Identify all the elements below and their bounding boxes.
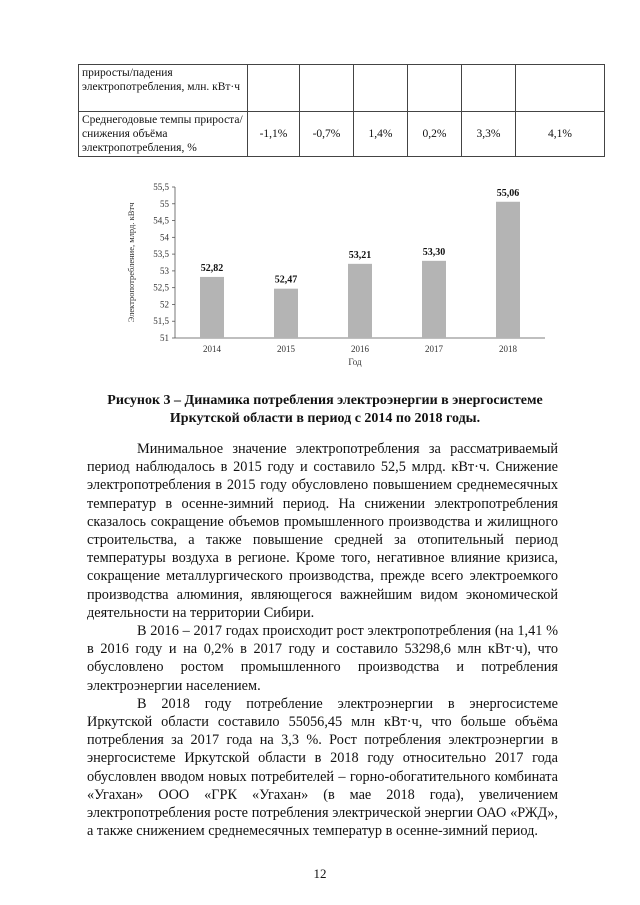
y-tick-label: 53,5 [153, 249, 169, 260]
bar [422, 261, 446, 338]
table-row [79, 65, 605, 112]
bar [274, 289, 298, 338]
table-cell [300, 65, 354, 112]
y-tick-label: 52 [160, 299, 169, 310]
table-cell [516, 65, 605, 112]
data-label: 53,21 [348, 249, 372, 261]
row-label: приросты/падения электропотребления, млн. кВт·ч [79, 65, 248, 112]
y-tick-label: 53 [160, 265, 169, 276]
body-text [87, 440, 558, 840]
bar [200, 277, 224, 338]
x-tick-label: 2014 [203, 344, 221, 354]
table-cell: -0,7% [300, 112, 354, 157]
row-label: Среднегодовые темпы прироста/снижения объёма электропотребления, % [79, 112, 248, 157]
y-axis-title: Электропотребление, млрд. кВтч [126, 202, 136, 323]
y-tick-label: 54,5 [153, 215, 169, 226]
y-tick-label: 55 [160, 198, 169, 209]
consumption-bar-chart [120, 175, 550, 375]
bar [348, 264, 372, 338]
table-cell [408, 65, 462, 112]
table-cell: 4,1% [516, 112, 605, 157]
table-cell [248, 65, 300, 112]
data-label: 53,30 [422, 246, 446, 258]
y-tick-label: 55,5 [153, 182, 169, 192]
table-cell: 3,3% [462, 112, 516, 157]
table-row [79, 112, 605, 157]
table-cell [354, 65, 408, 112]
x-tick-label: 2018 [499, 344, 517, 354]
paragraph: В 2018 году потребление электроэнергии в энергосистеме Иркутской области составило 55056,45 млн кВт·ч, что больше объёма потребления за 2017 года на 3,3 %. Рост потребления электроэнергии в энергосистеме Иркутской области в 2018 году относительно 2017 года обусловлен вводом новых потребителей – горно-обогатительного комбината «Угахан» ООО «ГРК «Угахан» (в мае 2018 года), увеличением электропотребления росте потребления электрической энергии ОАО «РЖД», а также снижением среднемесячных температур в осенне-зимний период. [87, 695, 558, 840]
table-cell [462, 65, 516, 112]
y-tick-label: 51 [160, 333, 169, 343]
page-number: 12 [313, 866, 327, 881]
data-table [78, 64, 605, 157]
data-label: 55,06 [496, 187, 520, 199]
y-tick-label: 52,5 [153, 282, 169, 293]
figure-caption: Рисунок 3 – Динамика потребления электроэнергии в энергосистеме Иркутской области в период с 2014 по 2018 годы. [107, 393, 543, 426]
y-tick-label: 54 [160, 232, 169, 243]
paragraph: Минимальное значение электропотребления за рассматриваемый период наблюдалось в 2015 году и составило 52,5 млрд. кВт·ч. Снижение электропотребления в 2015 году обусловлено повышением среднемесячных температур в осенне-зимний период. На снижении электропотребления сказалось сокращение объемов промышленного производства и жилищного строительства, а также повышение средней за отопительный период температуры воздуха в регионе. Кроме того, негативное влияние кризиса, сокращение металлургического производства, прежде всего электроемкого производства алюминия, являющегося важнейшим видом экономической деятельности на территории Сибири. [87, 441, 558, 621]
data-label: 52,47 [274, 274, 298, 286]
x-tick-label: 2016 [351, 344, 369, 354]
x-tick-label: 2015 [277, 344, 295, 354]
x-axis-title: Год [348, 357, 362, 367]
x-tick-label: 2017 [425, 344, 443, 354]
data-label: 52,82 [200, 262, 224, 274]
table-cell: 1,4% [354, 112, 408, 157]
y-tick-label: 51,5 [153, 316, 169, 327]
paragraph: В 2016 – 2017 годах происходит рост электропотребления (на 1,41 % в 2016 году и на 0,2% в 2017 году и составило 53298,6 млн кВт·ч), что обусловлено ростом промышленного производства и потребления электроэнергии населением. [87, 623, 558, 694]
bar [496, 202, 520, 338]
table-cell: -1,1% [248, 112, 300, 157]
table-cell: 0,2% [408, 112, 462, 157]
